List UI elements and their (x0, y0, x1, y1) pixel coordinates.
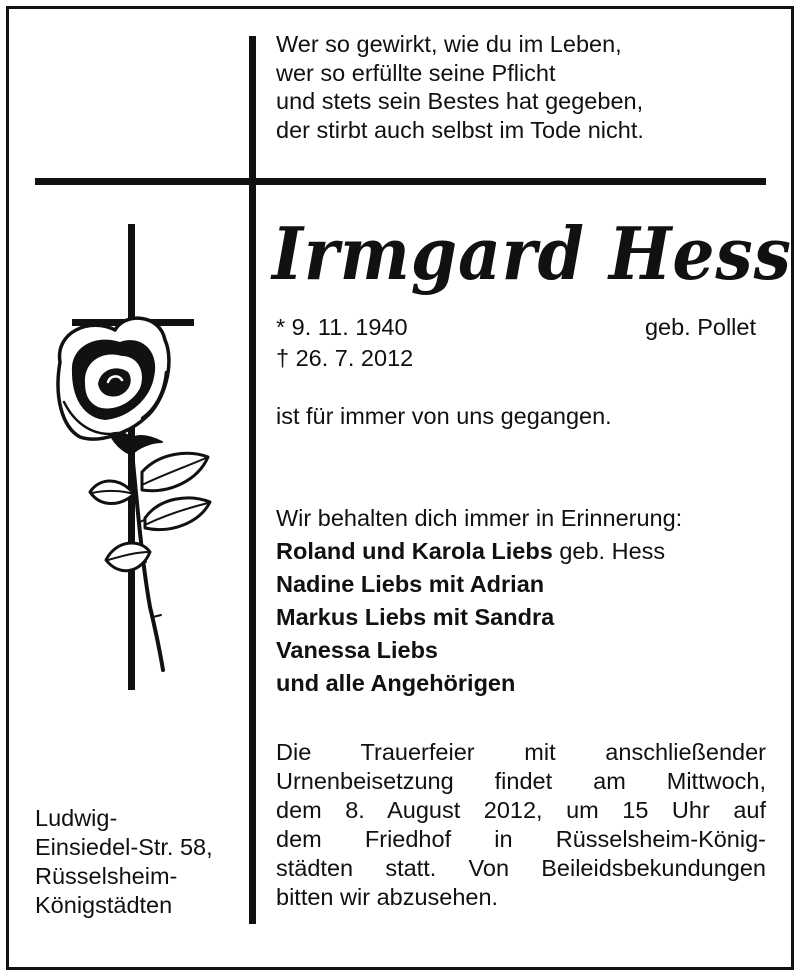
funeral-line: dem Friedhof in Rüsselsheim-König- (276, 826, 766, 852)
mourner-name: Nadine Liebs mit Adrian (276, 571, 545, 597)
verse-line: der stirbt auch selbst im Tode nicht. (276, 116, 644, 143)
passing-statement: ist für immer von uns gegangen. (276, 403, 612, 429)
mourner-name: Markus Liebs mit Sandra (276, 604, 555, 630)
cross-vertical-rule (249, 36, 256, 924)
death-date: † 26. 7. 2012 (276, 345, 414, 371)
address-line: Ludwig- (35, 805, 118, 831)
funeral-line: städten statt. Von Beileidsbekundungen (276, 855, 766, 881)
mourner-name: Vanessa Liebs (276, 637, 438, 663)
cross-with-rose-icon (50, 222, 225, 692)
birth-date: * 9. 11. 1940 (276, 314, 408, 340)
cross-horizontal-rule (35, 178, 766, 185)
mourner-line (276, 634, 766, 667)
mourner-line (276, 601, 766, 634)
mourner-name: und alle Angehörigen (276, 670, 516, 696)
funeral-line: dem 8. August 2012, um 15 Uhr auf (276, 797, 766, 823)
mourner-line (276, 535, 766, 568)
mourner-line (276, 568, 766, 601)
deceased-name: Irmgard Hess (272, 211, 792, 296)
address-line: Einsiedel-Str. 58, (35, 834, 213, 860)
mourner-line (276, 667, 766, 700)
mourners-list (276, 502, 766, 700)
mourners-intro: Wir behalten dich immer in Erinnerung: (276, 505, 683, 531)
family-address (35, 804, 250, 920)
mourner-name: Roland und Karola Liebs (276, 538, 553, 564)
maiden-name: geb. Pollet (644, 314, 756, 340)
funeral-line: bitten wir abzusehen. (276, 884, 499, 910)
address-line: Königstädten (35, 892, 173, 918)
address-line: Rüsselsheim- (35, 863, 178, 889)
life-dates (276, 312, 756, 374)
verse-line: und stets sein Bestes hat gegeben, (276, 88, 644, 114)
funeral-announcement (276, 738, 766, 912)
verse-line: wer so erfüllte seine Pflicht (276, 59, 556, 86)
funeral-line: Die Trauerfeier mit anschließender (276, 739, 766, 765)
mourner-maiden-name: geb. Hess (552, 538, 666, 564)
funeral-line: Urnenbeisetzung findet am Mittwoch, (276, 768, 766, 794)
verse-line: Wer so gewirkt, wie du im Leben, (276, 31, 622, 57)
memorial-verse (276, 30, 746, 144)
